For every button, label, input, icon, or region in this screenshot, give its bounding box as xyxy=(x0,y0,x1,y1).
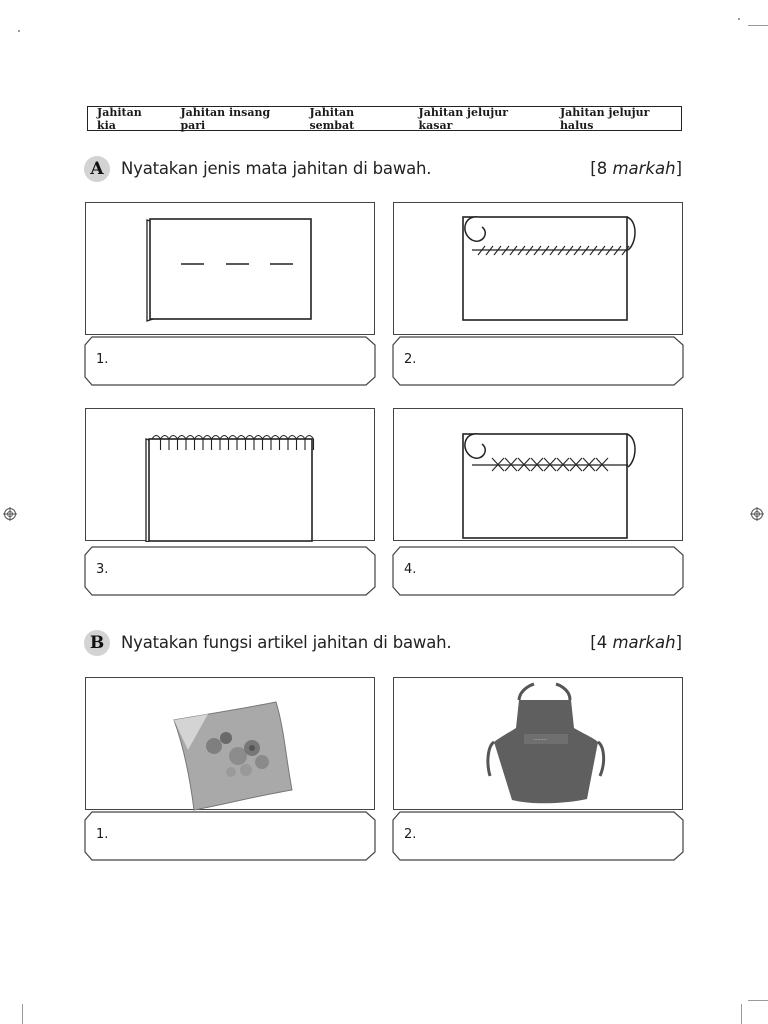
svg-text:~~~~: ~~~~ xyxy=(534,737,548,742)
answer-box-a4[interactable] xyxy=(392,546,684,596)
answer-number: 1. xyxy=(96,827,109,842)
word-bank-item: Jahitan jelujur kasar xyxy=(418,105,508,132)
section-a-header xyxy=(84,155,682,185)
section-b-badge: B xyxy=(84,630,110,656)
answer-box-a2[interactable] xyxy=(392,336,684,386)
answer-number: 3. xyxy=(96,562,109,577)
answer-box-b2[interactable] xyxy=(392,811,684,861)
word-bank-item: Jahitan sembat xyxy=(309,105,355,132)
word-bank xyxy=(87,106,682,131)
registration-mark-icon xyxy=(750,507,764,521)
section-a-badge: A xyxy=(84,156,110,182)
answer-box-b1[interactable] xyxy=(84,811,376,861)
stitch-illustration-2 xyxy=(393,202,683,335)
cushion-photo-icon xyxy=(86,678,376,811)
crop-mark xyxy=(18,30,20,32)
cross-stitch-fabric-icon xyxy=(394,409,684,542)
answer-number: 4. xyxy=(404,562,417,577)
crop-mark xyxy=(741,1004,742,1024)
slanted-hem-stitch-fabric-icon xyxy=(394,203,684,336)
blanket-stitch-fabric-icon xyxy=(86,409,376,542)
apron-photo-icon xyxy=(394,678,684,811)
word-bank-item: Jahitan insang pari xyxy=(180,105,271,132)
stitch-illustration-1 xyxy=(85,202,375,335)
word-bank-item: Jahitan kia xyxy=(97,105,142,132)
answer-number: 2. xyxy=(404,827,417,842)
running-stitch-fabric-icon xyxy=(86,203,376,336)
section-b-header xyxy=(84,629,682,659)
stitch-illustration-4 xyxy=(393,408,683,541)
crop-mark xyxy=(748,25,768,26)
crop-mark xyxy=(22,1004,23,1024)
answer-number: 2. xyxy=(404,352,417,367)
answer-box-a3[interactable] xyxy=(84,546,376,596)
article-image-1 xyxy=(85,677,375,810)
section-b-marks: [4 markah] xyxy=(590,633,682,652)
registration-mark-icon xyxy=(3,507,17,521)
crop-mark xyxy=(738,18,740,20)
answer-number: 1. xyxy=(96,352,109,367)
section-a-marks: [8 markah] xyxy=(590,159,682,178)
crop-mark xyxy=(748,1000,768,1001)
answer-box-a1[interactable] xyxy=(84,336,376,386)
section-a-instruction: Nyatakan jenis mata jahitan di bawah. xyxy=(121,159,432,178)
word-bank-item: Jahitan jelujur halus xyxy=(559,105,650,132)
section-b-instruction: Nyatakan fungsi artikel jahitan di bawah. xyxy=(121,633,452,652)
stitch-illustration-3 xyxy=(85,408,375,541)
article-image-2 xyxy=(393,677,683,810)
